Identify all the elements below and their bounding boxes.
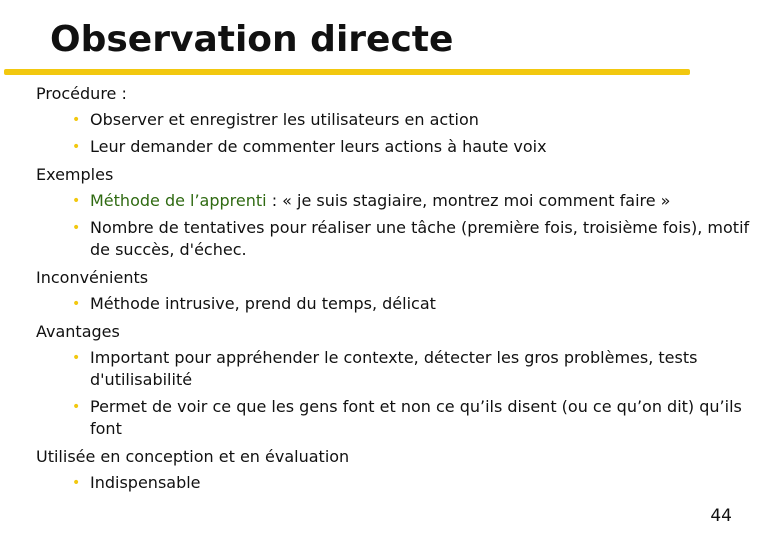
- section-heading-procedure: Procédure :: [36, 84, 127, 103]
- bullet-item: [36, 107, 756, 134]
- bullet-dot-icon: •: [72, 220, 81, 236]
- highlighted-method-name: Méthode de l’apprenti: [90, 191, 267, 210]
- bullet-dot-icon: •: [72, 350, 81, 366]
- bullet-text: Observer et enregistrer les utilisateurs en action: [90, 110, 479, 129]
- bullet-item: [36, 291, 756, 318]
- bullet-dot-icon: •: [72, 296, 81, 312]
- bullet-dot-icon: •: [72, 139, 81, 155]
- bullet-text: : « je suis stagiaire, montrez moi comment faire »: [266, 191, 671, 210]
- slide-content: [36, 80, 756, 497]
- bullet-dot-icon: •: [72, 475, 81, 491]
- section-heading-avantages: Avantages: [36, 322, 120, 341]
- bullet-text: Nombre de tentatives pour réaliser une tâche (première fois, troisième fois), motif de succès, d'échec.: [90, 218, 750, 259]
- bullet-text: Méthode intrusive, prend du temps, délicat: [90, 294, 436, 313]
- bullet-text: Permet de voir ce que les gens font et non ce qu’ils disent (ou ce qu’on dit) qu’ils font: [90, 397, 742, 438]
- bullet-dot-icon: •: [72, 193, 81, 209]
- section-heading-inconvenients: Inconvénients: [36, 268, 149, 287]
- bullet-dot-icon: •: [72, 399, 81, 415]
- bullet-item: [36, 215, 756, 264]
- bullet-item: [36, 188, 756, 215]
- bullet-item: [36, 470, 756, 497]
- section-heading-exemples: Exemples: [36, 165, 114, 184]
- bullet-text: Leur demander de commenter leurs actions à haute voix: [90, 137, 547, 156]
- bullet-text: Indispensable: [90, 473, 201, 492]
- bullet-item: [36, 394, 756, 443]
- slide-title: Observation directe: [50, 19, 454, 60]
- bullet-item: [36, 345, 756, 394]
- bullet-dot-icon: •: [72, 112, 81, 128]
- page-number: 44: [710, 506, 732, 526]
- bullet-item: [36, 134, 756, 161]
- title-underline: [4, 69, 690, 75]
- section-heading-utilisee: Utilisée en conception et en évaluation: [36, 447, 350, 466]
- bullet-text: Important pour appréhender le contexte, détecter les gros problèmes, tests d'utilisabilité: [90, 348, 698, 389]
